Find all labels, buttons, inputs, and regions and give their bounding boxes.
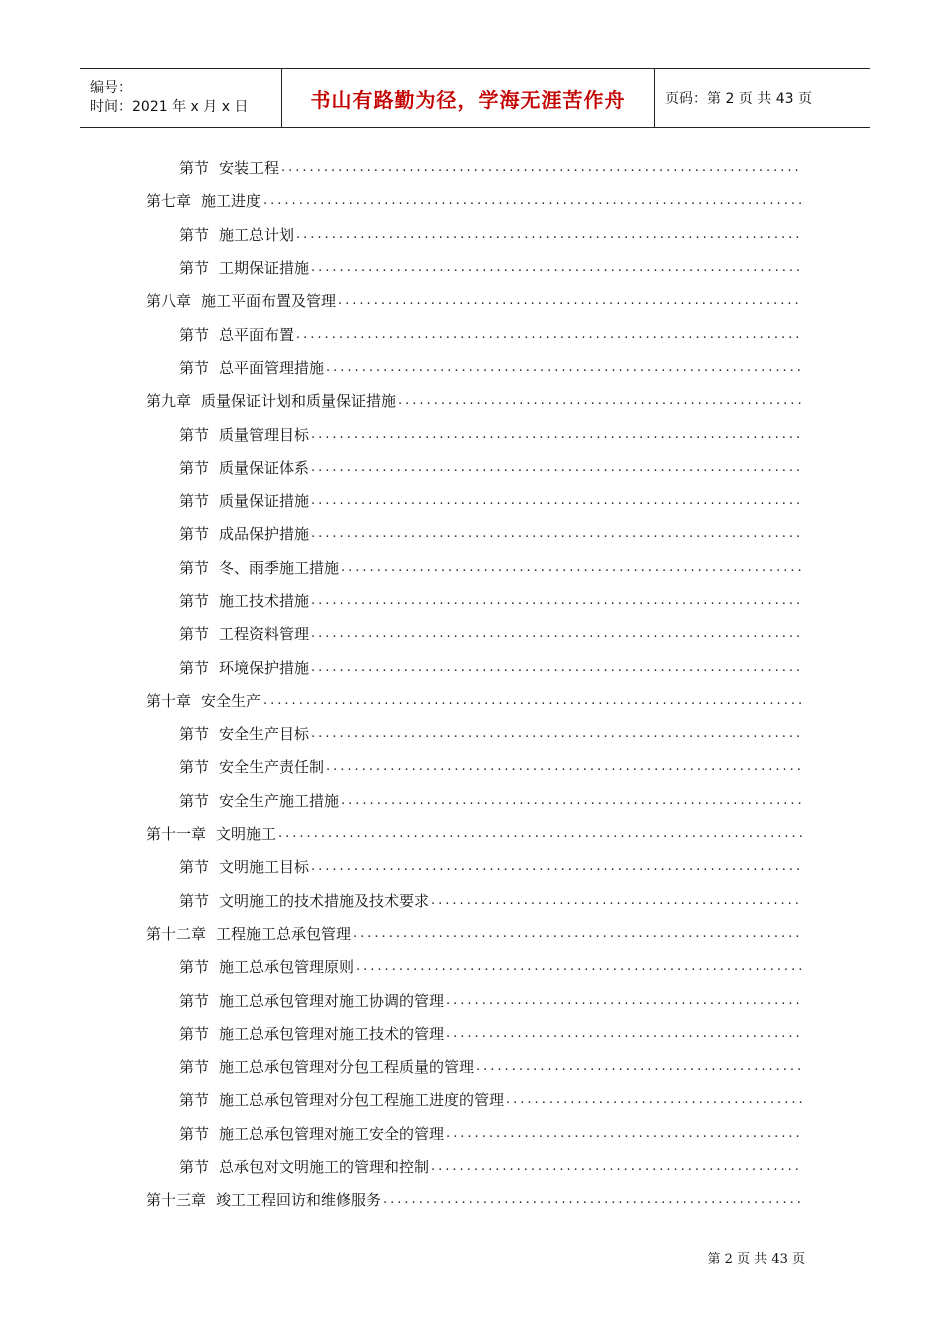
toc-entry-number: 第节 [179,225,210,244]
toc-entry-number: 第节 [179,458,210,477]
toc-entry-number: 第七章 [146,192,192,211]
header-page-info: 页码：第 2 页 共 43 页 [665,91,812,107]
toc-entry-number: 第节 [179,1024,210,1043]
toc-entry-title: 文明施工 [216,825,277,844]
toc-chapter-entry[interactable] [0,817,950,850]
toc-entry-title: 施工平面布置及管理 [201,292,337,311]
toc-dot-leader [311,260,802,275]
toc-entry-title: 工程资料管理 [219,625,310,644]
toc-entry-number: 第节 [179,1091,210,1110]
toc-entry-number: 第十一章 [146,825,207,844]
document-time-label: 时间：2021 年 x 月 x 日 [90,99,249,115]
toc-entry-number: 第十章 [146,691,192,710]
document-number-label: 编号： [90,80,132,96]
toc-entry-title: 施工进度 [201,192,262,211]
toc-section-entry[interactable] [0,551,950,584]
toc-chapter-entry[interactable] [0,184,950,217]
toc-section-entry[interactable] [0,617,950,650]
toc-entry-number: 第节 [179,658,210,677]
header-motto: 书山有路勤为径，学海无涯苦作舟 [310,87,626,112]
toc-chapter-entry[interactable] [0,1183,950,1216]
toc-dot-leader [278,826,802,841]
toc-section-entry[interactable] [0,1017,950,1050]
toc-entry-number: 第节 [179,958,210,977]
toc-dot-leader [311,460,802,475]
toc-section-entry[interactable] [0,1150,950,1183]
toc-entry-title: 总承包对文明施工的管理和控制 [219,1158,430,1177]
toc-chapter-entry[interactable] [0,917,950,950]
toc-entry-number: 第节 [179,1058,210,1077]
toc-entry-number: 第节 [179,858,210,877]
header-meta [80,69,282,127]
toc-entry-title: 安全生产目标 [219,725,310,744]
toc-dot-leader [341,793,802,808]
page-header [80,68,870,128]
toc-dot-leader [431,1159,802,1174]
toc-entry-title: 施工总承包管理对施工安全的管理 [219,1124,445,1143]
toc-dot-leader [398,393,802,408]
toc-entry-title: 竣工工程回访和维修服务 [216,1191,382,1210]
toc-entry-title: 施工总承包管理对施工协调的管理 [219,991,445,1010]
toc-section-entry[interactable] [0,1117,950,1150]
toc-entry-number: 第节 [179,758,210,777]
toc-entry-title: 安全生产 [201,691,262,710]
toc-section-entry[interactable] [0,484,950,517]
toc-entry-number: 第节 [179,1158,210,1177]
toc-entry-title: 安装工程 [219,159,280,178]
toc-section-entry[interactable] [0,784,950,817]
toc-section-entry[interactable] [0,317,950,350]
toc-dot-leader [506,1092,802,1107]
toc-section-entry[interactable] [0,517,950,550]
toc-chapter-entry[interactable] [0,284,950,317]
toc-section-entry[interactable] [0,983,950,1016]
toc-dot-leader [356,959,802,974]
toc-chapter-entry[interactable] [0,684,950,717]
toc-entry-number: 第节 [179,725,210,744]
toc-entry-number: 第节 [179,558,210,577]
toc-dot-leader [476,1059,802,1074]
toc-entry-number: 第节 [179,625,210,644]
toc-dot-leader [311,626,802,641]
page-footer: 第 2 页 共 43 页 [707,1252,805,1267]
toc-section-entry[interactable] [0,750,950,783]
toc-entry-number: 第节 [179,358,210,377]
toc-dot-leader [338,293,802,308]
toc-entry-number: 第八章 [146,292,192,311]
toc-entry-title: 文明施工的技术措施及技术要求 [219,891,430,910]
toc-entry-title: 安全生产施工措施 [219,791,340,810]
toc-entry-title: 冬、雨季施工措施 [219,558,340,577]
toc-dot-leader [311,859,802,874]
toc-entry-title: 工程施工总承包管理 [216,924,352,943]
toc-entry-number: 第节 [179,1124,210,1143]
toc-entry-title: 文明施工目标 [219,858,310,877]
toc-entry-number: 第九章 [146,392,192,411]
toc-chapter-entry[interactable] [0,384,950,417]
toc-dot-leader [296,227,802,242]
toc-entry-number: 第节 [179,159,210,178]
toc-entry-title: 质量保证计划和质量保证措施 [201,392,397,411]
toc-entry-number: 第节 [179,259,210,278]
toc-entry-title: 环境保护措施 [219,658,310,677]
toc-dot-leader [353,926,802,941]
toc-dot-leader [326,759,802,774]
toc-dot-leader [311,726,802,741]
toc-entry-title: 施工总计划 [219,225,295,244]
toc-section-entry[interactable] [0,950,950,983]
toc-section-entry[interactable] [0,151,950,184]
toc-dot-leader [281,160,802,175]
header-page-info-cell [655,69,870,127]
toc-entry-title: 施工总承包管理对分包工程质量的管理 [219,1058,475,1077]
toc-section-entry[interactable] [0,584,950,617]
toc-dot-leader [431,893,802,908]
toc-section-entry[interactable] [0,717,950,750]
toc-dot-leader [296,327,802,342]
toc-dot-leader [446,1026,802,1041]
toc-dot-leader [311,427,802,442]
toc-dot-leader [446,993,802,1008]
toc-dot-leader [263,693,802,708]
toc-dot-leader [341,560,802,575]
toc-dot-leader [311,593,802,608]
toc-entry-title: 安全生产责任制 [219,758,325,777]
toc-section-entry[interactable] [0,451,950,484]
toc-dot-leader [311,526,802,541]
toc-entry-number: 第节 [179,492,210,511]
toc-entry-number: 第节 [179,525,210,544]
toc-dot-leader [446,1126,802,1141]
toc-entry-title: 施工总承包管理对分包工程施工进度的管理 [219,1091,505,1110]
toc-entry-title: 总平面管理措施 [219,358,325,377]
toc-dot-leader [263,193,802,208]
toc-entry-title: 质量管理目标 [219,425,310,444]
header-motto-cell [282,69,655,127]
toc-section-entry[interactable] [0,884,950,917]
toc-dot-leader [311,493,802,508]
toc-section-entry[interactable] [0,850,950,883]
toc-dot-leader [383,1192,802,1207]
toc-section-entry[interactable] [0,417,950,450]
toc-section-entry[interactable] [0,1050,950,1083]
toc-entry-title: 质量保证措施 [219,492,310,511]
toc-section-entry[interactable] [0,218,950,251]
toc-entry-title: 总平面布置 [219,325,295,344]
toc-entry-number: 第节 [179,891,210,910]
toc-entry-number: 第十二章 [146,924,207,943]
toc-section-entry[interactable] [0,650,950,683]
toc-dot-leader [326,360,802,375]
toc-section-entry[interactable] [0,1083,950,1116]
toc-entry-number: 第十三章 [146,1191,207,1210]
toc-dot-leader [311,660,802,675]
toc-section-entry[interactable] [0,351,950,384]
toc-entry-number: 第节 [179,991,210,1010]
table-of-contents [0,151,950,1217]
toc-entry-title: 施工总承包管理原则 [219,958,355,977]
toc-entry-title: 施工技术措施 [219,592,310,610]
toc-entry-title: 质量保证体系 [219,458,310,477]
toc-entry-title: 工期保证措施 [219,259,310,278]
toc-entry-number: 第节 [179,325,210,344]
toc-section-entry[interactable] [0,251,950,284]
toc-entry-number: 第节 [179,592,210,610]
toc-entry-number: 第节 [179,791,210,810]
toc-entry-title: 施工总承包管理对施工技术的管理 [219,1024,445,1043]
toc-entry-title: 成品保护措施 [219,525,310,544]
toc-entry-number: 第节 [179,425,210,444]
